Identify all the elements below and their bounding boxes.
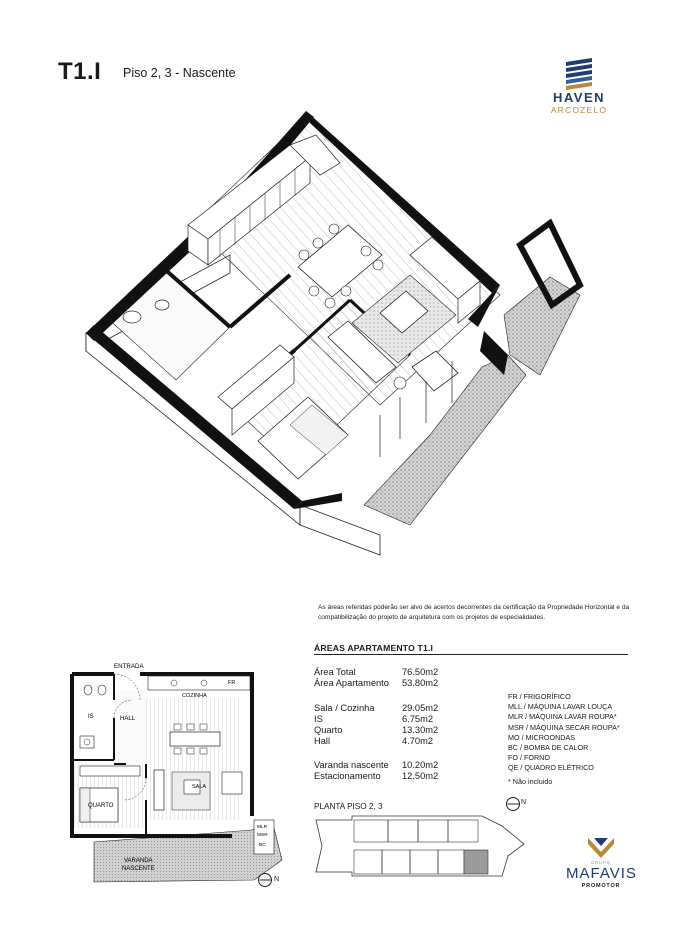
legend-item: QE / QUADRO ELÉTRICO (508, 763, 594, 773)
area-label: Área Apartamento (314, 678, 389, 688)
areas-divider (314, 654, 628, 655)
plan-label-bc: BC (259, 843, 266, 848)
brand-name: HAVEN (552, 90, 606, 105)
brand-location: ARCOZELO (550, 105, 608, 115)
legend-note: * Não incluido (508, 776, 553, 786)
floor-plan-2d (54, 660, 294, 890)
area-value: 53.80m2 (402, 678, 439, 688)
mafavis-logo-icon (566, 834, 636, 860)
plan-label-msr: MSR (257, 833, 268, 838)
north-arrow-icon (506, 797, 520, 811)
plan-label-quarto: QUARTO (88, 803, 114, 809)
promoter-name: MAFAVIS (566, 865, 637, 882)
keyplan-title: PLANTA PISO 2, 3 (314, 802, 383, 811)
legend-item: FR / FRIGORÍFICO (508, 692, 571, 701)
area-value: 6.75m2 (402, 714, 434, 724)
plan-label-fr: FR (228, 680, 236, 686)
area-value: 10.20m2 (402, 760, 439, 770)
north-label: N (521, 799, 527, 806)
apartment-floor-orientation: Piso 2, 3 - Nascente (123, 66, 236, 80)
plan-label-hall: HALL (120, 716, 136, 722)
plan-label-sala: SALA (192, 784, 207, 790)
mafavis-logo (566, 834, 636, 894)
keyplan-highlight-unit (464, 850, 488, 874)
area-value: 12.50m2 (402, 771, 439, 781)
plan-label-varanda: VARANDA (124, 858, 153, 864)
plan-north-arrow-icon (258, 873, 272, 887)
area-label: Hall (314, 736, 331, 746)
plan-label-entrada: ENTRADA (114, 663, 144, 670)
disclaimer-text: As áreas referidas poderão ser alvo de acertos decorrentes da certificação da Propriedade Horizontal e da compatibilização do projeto de arquitetura com os projetos de especialidades. (318, 604, 630, 621)
promoter-group: GRUPO (590, 860, 612, 865)
apartment-code: T1.I (58, 58, 102, 85)
legend-item: FO / FORNO (508, 753, 550, 763)
legend-item: MLL / MÁQUINA LAVAR LOUÇA (508, 702, 613, 712)
area-label: Varanda nascente (314, 760, 389, 770)
areas-title: ÁREAS APARTAMENTO T1.I (314, 643, 434, 653)
area-value: 29.05m2 (402, 703, 439, 713)
equipment-legend (508, 692, 620, 787)
promoter-role: PROMOTOR (581, 883, 621, 889)
area-label: Sala / Cozinha (314, 703, 375, 713)
legend-item: MSR / MÁQUINA SECAR ROUPA* (508, 722, 620, 732)
plan-label-cozinha: COZINHA (182, 693, 207, 699)
legend-item: MLR / MÁQUINA LAVAR ROUPA* (508, 712, 617, 722)
legend-item: BC / BOMBA DE CALOR (508, 743, 589, 753)
haven-logo-icon (548, 52, 610, 90)
area-label: IS (314, 714, 323, 724)
area-label: Estacionamento (314, 771, 381, 781)
area-label: Área Total (314, 667, 356, 677)
plan-label-nascente: NASCENTE (122, 866, 155, 872)
building-keyplan (312, 812, 528, 884)
plan-north-label: N (274, 876, 280, 883)
area-label: Quarto (314, 725, 343, 735)
plan-label-mlr: MLR (257, 825, 268, 830)
legend-item: MO / MICROONDAS (508, 732, 576, 742)
isometric-floor-plan (80, 105, 600, 565)
plan-label-is: IS (88, 714, 94, 720)
area-value: 4.70m2 (402, 736, 434, 746)
area-value: 13.30m2 (402, 725, 439, 735)
area-value: 76.50m2 (402, 667, 439, 677)
